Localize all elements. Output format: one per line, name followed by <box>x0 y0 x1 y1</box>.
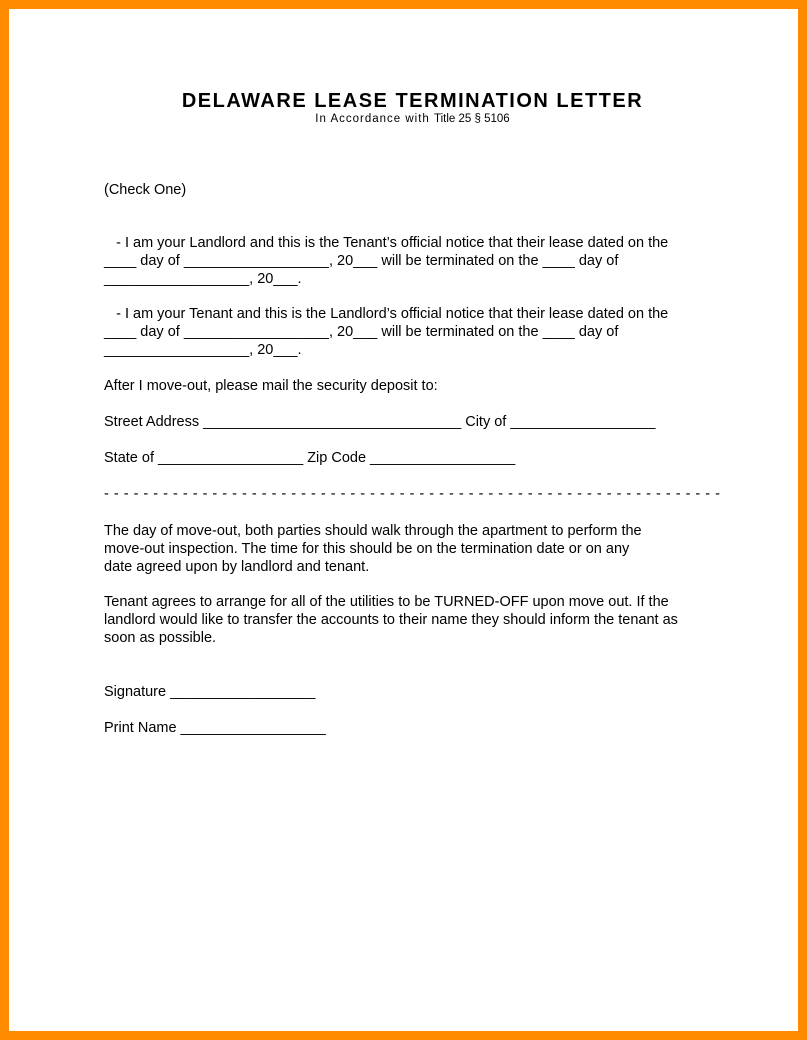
mail-deposit-instruction: After I move-out, please mail the security deposit to: <box>104 378 438 394</box>
inspection-paragraph: The day of move-out, both parties should walk through the apartment to perform the move-out inspection. The time for this should be on the termination date or on any date agreed upon by landlord and tenant. <box>104 523 642 575</box>
subtitle-prefix: In Accordance with <box>315 113 435 125</box>
check-one-label: (Check One) <box>104 182 187 198</box>
subtitle-citation: Title 25 § 5106 <box>434 113 510 125</box>
utilities-paragraph: Tenant agrees to arrange for all of the utilities to be TURNED-OFF upon move out. If the landlord would like to transfer the accounts to their name they should inform the tenant as soon as possible. <box>104 594 678 646</box>
landlord-notice-option: - I am your Landlord and this is the Tenant’s official notice that their lease dated on the ____ day of __________________, 20___ will be terminated on the ____ day of __________________, 20___. <box>104 235 669 287</box>
dashed-divider: - - - - - - - - - - - - - - - - - - - - - - - - - - - - - - - - - - - - - - - - - - - - - - - - - - - - - - - - - - - - - - - <box>104 486 721 502</box>
tenant-notice-option: - I am your Tenant and this is the Landlord’s official notice that their lease dated on the ____ day of __________________, 20___ will be terminated on the ____ day of __________________, 20___. <box>104 306 669 358</box>
state-zip-line: State of __________________ Zip Code __________________ <box>104 450 516 466</box>
street-address-city-line: Street Address ________________________________ City of __________________ <box>104 414 656 430</box>
document-title: DELAWARE LEASE TERMINATION LETTER <box>181 90 644 112</box>
document-subtitle <box>9 112 807 126</box>
signature-line: Signature __________________ <box>104 684 316 700</box>
print-name-line: Print Name __________________ <box>104 720 326 736</box>
